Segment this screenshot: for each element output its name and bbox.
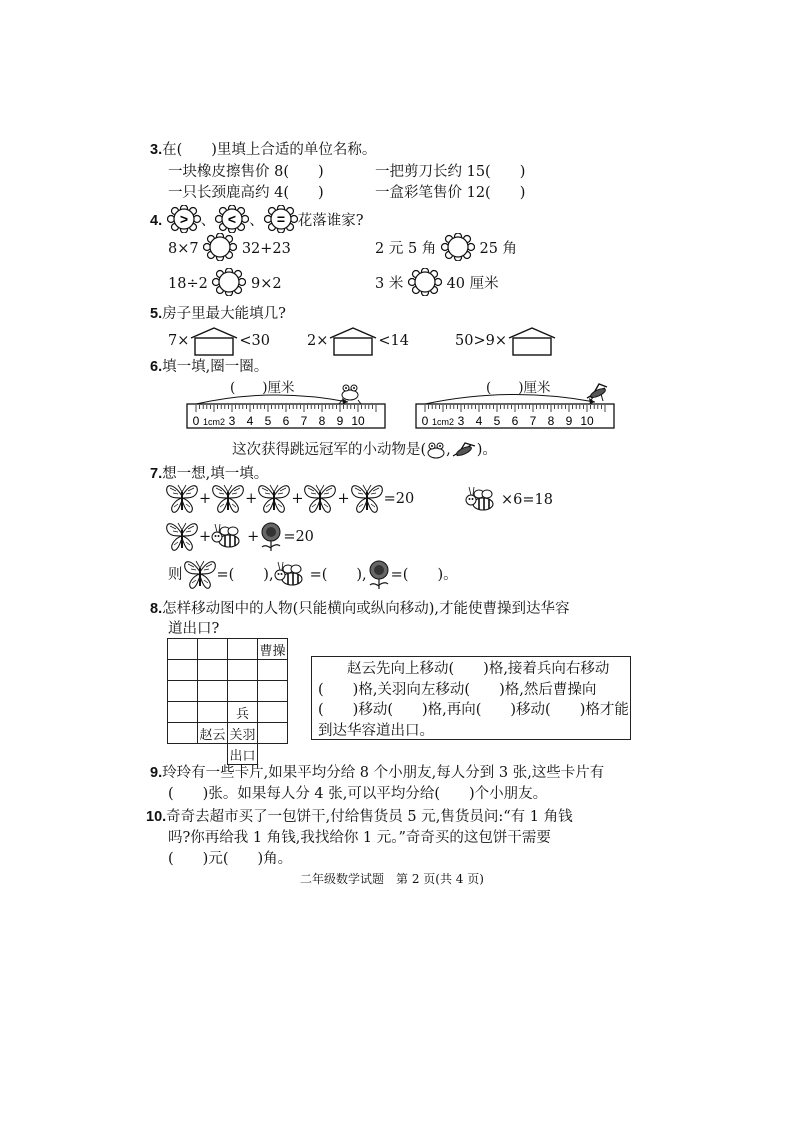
q6-number: 6. xyxy=(150,359,163,375)
ruler-label: 3 xyxy=(457,414,465,428)
cell-caocao: 曹操 xyxy=(258,639,288,660)
q5-item-3: 50>9× xyxy=(455,326,557,356)
q10-number: 10. xyxy=(146,809,167,825)
q9-number: 9. xyxy=(150,765,163,781)
q4-number: 4. xyxy=(150,213,163,229)
q4-row-1-left xyxy=(168,233,291,265)
ruler-label: 4 xyxy=(475,414,483,428)
ruler-label: 9 xyxy=(565,414,573,428)
blank-flower-icon[interactable] xyxy=(408,268,442,300)
ruler-label: 8 xyxy=(318,414,326,428)
q3-item-2: 一把剪刀长约 15( ) xyxy=(375,164,526,180)
q4-sep-2: 、 xyxy=(249,213,264,229)
frog-icon[interactable] xyxy=(426,441,446,459)
q9-line-2: ( )张。如果每人分 4 张,可以平均分给( )个小朋友。 xyxy=(168,786,548,802)
q8-title-1: 怎样移动图中的人物(只能横向或纵向移动),才能使曹操到达华容 xyxy=(162,601,570,617)
bee-icon xyxy=(211,521,247,553)
cell-exit: 出口 xyxy=(228,744,258,765)
q10-line-2: 吗?你再给我 1 角钱,我找给你 1 元。”奇奇买的这包饼干需要 xyxy=(168,830,551,846)
q4-expr-h: 40 厘米 xyxy=(446,276,499,292)
q10-line-1: 10.奇奇去超市买了一包饼干,付给售货员 5 元,售货员问:“有 1 角钱 xyxy=(146,809,573,825)
ruler-label: 0 xyxy=(421,414,429,428)
q4-expr-g: 3 米 xyxy=(375,276,404,292)
cell-bing: 兵 xyxy=(228,702,258,723)
house-icon[interactable] xyxy=(328,326,378,356)
ruler-frog xyxy=(186,378,386,430)
q4-row-2-left xyxy=(168,268,282,300)
q4-row-1-right xyxy=(375,233,517,265)
sunflower-icon xyxy=(259,521,283,553)
q5-item-2: 2× <14 xyxy=(307,326,409,356)
q4-expr-f: 9×2 xyxy=(251,276,282,292)
q3-title: 在( )里填上合适的单位名称。 xyxy=(162,142,377,158)
q4-expr-c: 2 元 5 角 xyxy=(375,241,437,257)
ruler-label: 3 xyxy=(228,414,236,428)
ruler-label: 9 xyxy=(336,414,344,428)
butterfly-icon xyxy=(350,482,384,516)
less-symbol: < xyxy=(228,211,237,227)
ruler-grasshopper xyxy=(415,378,615,430)
q7-title-line xyxy=(150,462,268,483)
q4-title: 花落谁家? xyxy=(297,213,364,229)
ruler-label: 0 xyxy=(192,414,200,428)
q3-item-3: 一只长颈鹿高约 4( ) xyxy=(168,185,324,201)
q3-item-4: 一盒彩笔售价 12( ) xyxy=(375,185,526,201)
q7-title: 想一想,填一填。 xyxy=(162,466,269,482)
ruler-label: 1cm2 xyxy=(431,417,455,427)
house-icon[interactable] xyxy=(507,326,557,356)
page-footer: 二年级数学试题 第 2 页(共 4 页) xyxy=(300,872,484,886)
bee-icon xyxy=(465,484,501,516)
ruler-label: 1cm2 xyxy=(202,417,226,427)
q6-title-line xyxy=(150,355,268,376)
butterfly-icon xyxy=(165,482,199,516)
butterfly-icon xyxy=(257,482,291,516)
ruler-label: 6 xyxy=(282,414,290,428)
ruler-label: 7 xyxy=(300,414,308,428)
ruler-label: 4 xyxy=(246,414,254,428)
q7-number: 7. xyxy=(150,466,163,482)
greater-symbol: > xyxy=(179,211,188,227)
q4-sep-1: 、 xyxy=(200,213,216,229)
ruler-label: 5 xyxy=(264,414,272,428)
q4-expr-e: 18÷2 xyxy=(168,276,208,292)
huarong-grid xyxy=(167,638,288,765)
cell-guanyu: 关羽 xyxy=(228,723,258,744)
q10-line-3: ( )元( )角。 xyxy=(168,851,293,867)
ruler-label: 6 xyxy=(511,414,519,428)
butterfly-icon xyxy=(165,520,199,554)
ruler-label: 5 xyxy=(493,414,501,428)
q3-item-1: 一块橡皮擦售价 8( ) xyxy=(168,164,324,180)
q8-number: 8. xyxy=(150,601,163,617)
q4-expr-b: 32+23 xyxy=(241,241,291,257)
q5-number: 5. xyxy=(150,306,163,322)
q7-answer-line: 则 =( ), =( ), =( )。 xyxy=(168,558,458,592)
butterfly-icon xyxy=(211,482,245,516)
ruler-label: 10 xyxy=(580,414,594,428)
q4-expr-d: 25 角 xyxy=(479,241,518,257)
q5-title-line xyxy=(150,302,286,323)
q5-item-1: 7× <30 xyxy=(168,326,270,356)
q7-eq-3: + + =20 xyxy=(165,520,314,554)
q8-title-line-1 xyxy=(150,597,570,618)
sunflower-icon xyxy=(367,559,391,591)
ruler-label: 8 xyxy=(547,414,555,428)
equal-symbol: = xyxy=(276,211,285,227)
blank-flower-icon[interactable] xyxy=(441,233,475,265)
q3-number: 3. xyxy=(150,142,163,158)
q7-eq-1: + + + + =20 xyxy=(165,482,414,518)
q6-blank-frog: ( )厘米 xyxy=(230,380,295,396)
q8-title-2: 道出口? xyxy=(168,621,220,637)
ruler-label: 7 xyxy=(529,414,537,428)
q6-question: 这次获得跳远冠军的小动物是( , )。 xyxy=(232,442,497,458)
house-icon[interactable] xyxy=(189,326,239,356)
q4-row-2-right xyxy=(375,268,499,300)
ruler-label: 10 xyxy=(351,414,365,428)
butterfly-icon xyxy=(183,558,217,592)
q8-answer-box: 赵云先向上移动( )格,接着兵向右移动( )格,关羽向左移动( )格,然后曹操向( )移动( )格,再向( )移动( )格才能到达华容道出口。 xyxy=(311,656,631,740)
bee-icon xyxy=(274,559,310,591)
q5-title: 房子里最大能填几? xyxy=(162,306,286,322)
q6-blank-grasshopper: ( )厘米 xyxy=(486,380,551,396)
q7-eq-2: ×6=18 xyxy=(465,484,553,516)
grasshopper-icon[interactable] xyxy=(451,441,477,459)
q3-title-line xyxy=(150,138,376,159)
cell-zhaoyun: 赵云 xyxy=(198,723,228,744)
q9-line-1: 9.玲玲有一些卡片,如果平均分给 8 个小朋友,每人分到 3 张,这些卡片有 xyxy=(150,765,605,781)
blank-flower-icon[interactable] xyxy=(212,268,246,300)
butterfly-icon xyxy=(303,482,337,516)
q4-expr-a: 8×7 xyxy=(168,241,199,257)
blank-flower-icon[interactable] xyxy=(203,233,237,265)
q6-title: 填一填,圈一圈。 xyxy=(162,359,269,375)
